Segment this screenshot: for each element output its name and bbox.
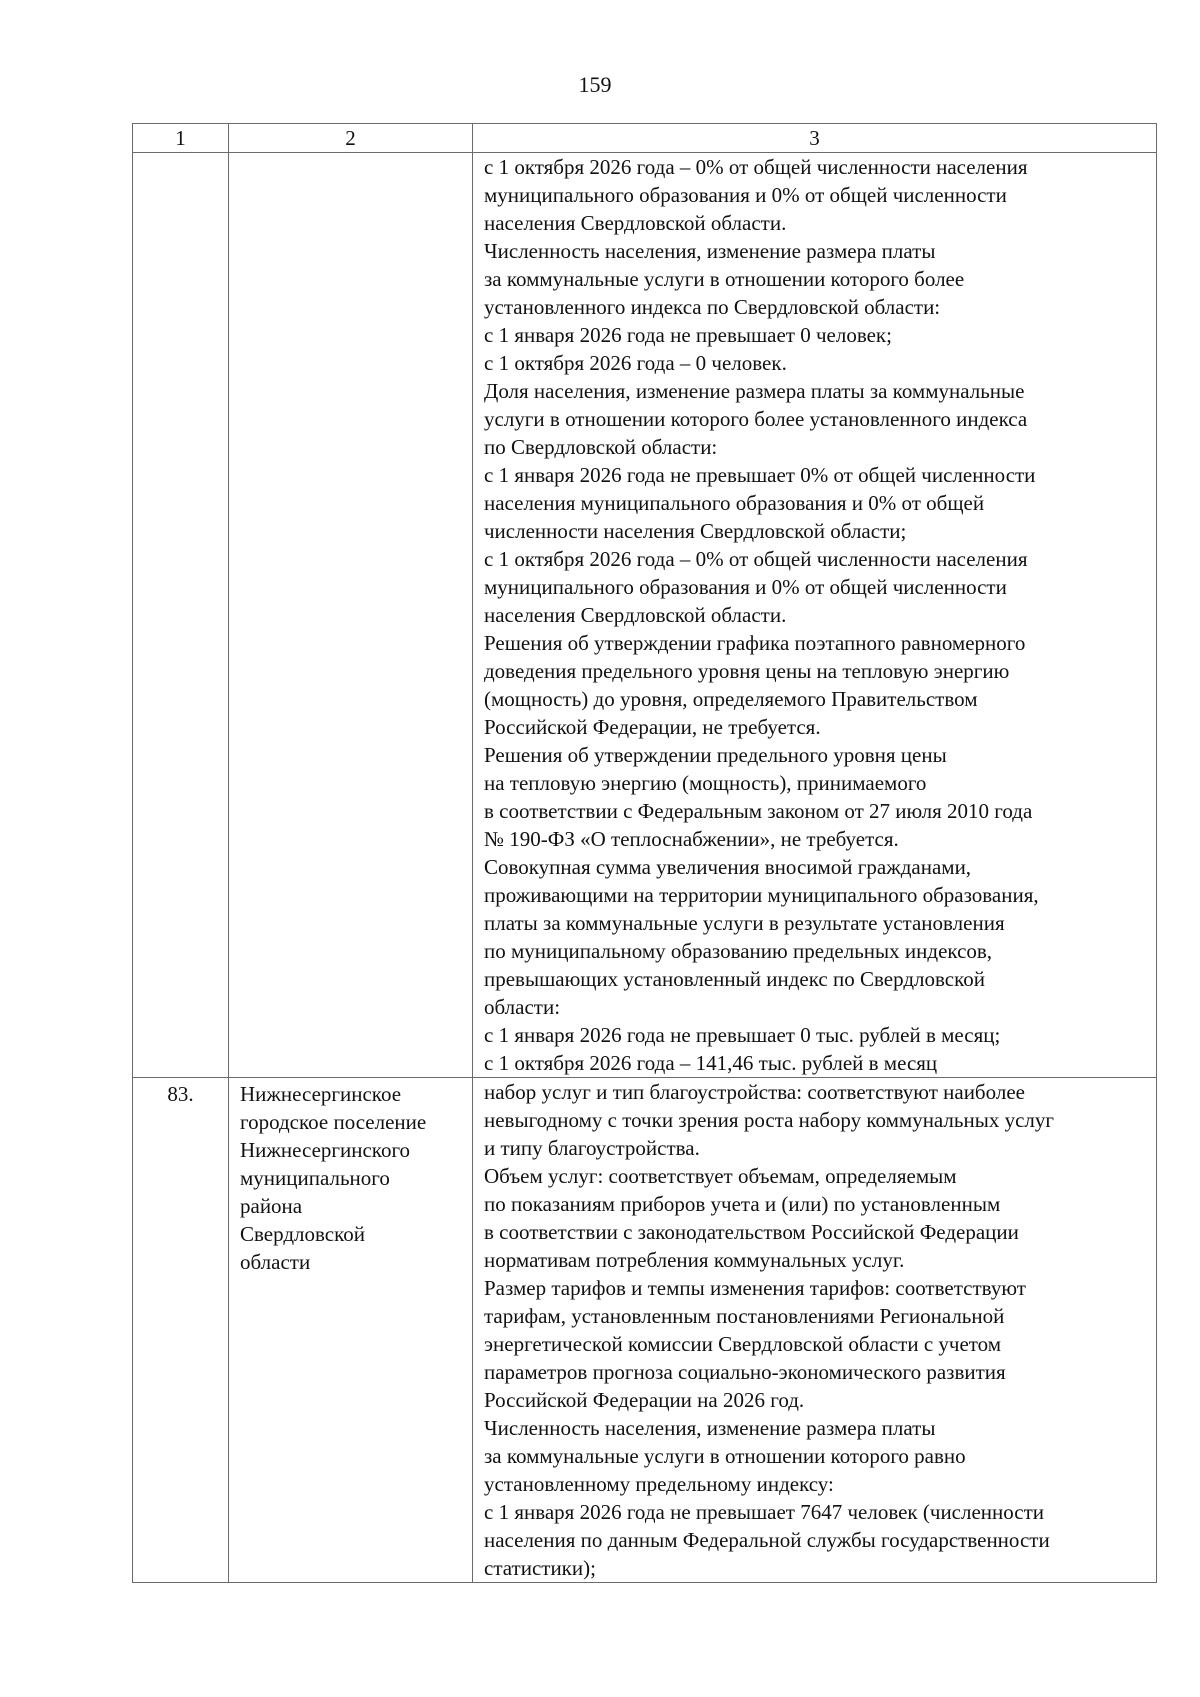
municipality-name-cell — [229, 1078, 473, 1583]
row-number-cell — [133, 153, 229, 1078]
description-line: на тепловую энергию (мощность), принимаемого — [484, 771, 927, 795]
description-line: населения муниципального образования и 0% от общей — [484, 491, 985, 515]
municipality-name-line: муниципального — [240, 1166, 390, 1190]
description-line: в соответствии с законодательством Российской Федерации — [484, 1220, 1019, 1244]
description-line: населения по данным Федеральной службы государственности — [484, 1528, 1050, 1552]
description-line: установленному предельному индексу: — [484, 1472, 834, 1496]
description-line: Численность населения, изменение размера платы — [484, 239, 936, 263]
table-row — [133, 1078, 1157, 1583]
description-line: (мощность) до уровня, определяемого Правительством — [484, 687, 978, 711]
description-line: Совокупная сумма увеличения вносимой гражданами, — [484, 855, 972, 879]
description-line: Доля населения, изменение размера платы за коммунальные — [484, 379, 1025, 403]
description-line: нормативам потребления коммунальных услуг. — [484, 1248, 905, 1272]
description-line: набор услуг и тип благоустройства: соответствуют наиболее — [484, 1080, 1025, 1104]
description-line: с 1 января 2026 года не превышает 0% от общей численности — [484, 463, 1036, 487]
description-line: с 1 января 2026 года не превышает 0 тыс. рублей в месяц; — [484, 1023, 1001, 1047]
description-line: параметров прогноза социально-экономического развития — [484, 1360, 1006, 1384]
description-line: за коммунальные услуги в отношении которого равно — [484, 1444, 966, 1468]
description-line: Решения об утверждении предельного уровня цены — [484, 743, 947, 767]
municipality-name-cell — [229, 153, 473, 1078]
description-line: № 190-ФЗ «О теплоснабжении», не требуется. — [484, 827, 899, 851]
description-line: населения Свердловской области. — [484, 211, 787, 235]
row-number-cell: 83. — [133, 1078, 229, 1583]
description-cell — [473, 153, 1157, 1078]
description-line: по Свердловской области: — [484, 435, 718, 459]
description-line: с 1 октября 2026 года – 0% от общей численности населения — [484, 547, 1028, 571]
description-line: статистики); — [484, 1556, 596, 1580]
description-line: с 1 января 2026 года не превышает 0 человек; — [484, 323, 892, 347]
description-line: с 1 октября 2026 года – 0 человек. — [484, 351, 787, 375]
description-line: с 1 октября 2026 года – 0% от общей численности населения — [484, 155, 1028, 179]
description-line: превышающих установленный индекс по Свердловской — [484, 967, 985, 991]
description-line: и типу благоустройства. — [484, 1136, 700, 1160]
description-line: Решения об утверждении графика поэтапного равномерного — [484, 631, 1026, 655]
municipality-name-line: района — [240, 1194, 303, 1218]
column-header-1: 1 — [133, 124, 229, 153]
description-line: с 1 января 2026 года не превышает 7647 человек (численности — [484, 1500, 1045, 1524]
description-cell — [473, 1078, 1157, 1583]
description-line: с 1 октября 2026 года – 141,46 тыс. рублей в месяц — [484, 1051, 938, 1075]
municipality-name-line: области — [240, 1250, 311, 1274]
description-line: Численность населения, изменение размера платы — [484, 1416, 936, 1440]
description-line: Российской Федерации, не требуется. — [484, 715, 821, 739]
description-line: проживающими на территории муниципального образования, — [484, 883, 1039, 907]
description-line: за коммунальные услуги в отношении которого более — [484, 267, 965, 291]
description-line: Российской Федерации на 2026 год. — [484, 1388, 805, 1412]
table-header-row — [133, 124, 1157, 153]
description-line: в соответствии с Федеральным законом от 27 июля 2010 года — [484, 799, 1033, 823]
description-line: Размер тарифов и темпы изменения тарифов: соответствуют — [484, 1276, 1026, 1300]
description-line: доведения предельного уровня цены на тепловую энергию — [484, 659, 1010, 683]
description-line: установленного индекса по Свердловской области: — [484, 295, 941, 319]
table-row — [133, 153, 1157, 1078]
description-line: Объем услуг: соответствует объемам, определяемым — [484, 1164, 957, 1188]
description-line: численности населения Свердловской области; — [484, 519, 907, 543]
municipality-name-line: Нижнесергинское — [240, 1082, 402, 1106]
description-line: муниципального образования и 0% от общей численности — [484, 575, 1007, 599]
document-table — [132, 123, 1157, 1583]
description-line: населения Свердловской области. — [484, 603, 787, 627]
description-line: платы за коммунальные услуги в результате установления — [484, 911, 1005, 935]
column-header-3: 3 — [473, 124, 1157, 153]
description-line: невыгодному с точки зрения роста набору коммунальных услуг — [484, 1108, 1055, 1132]
description-line: услуги в отношении которого более установленного индекса — [484, 407, 1028, 431]
page-number: 159 — [578, 72, 612, 97]
description-line: по муниципальному образованию предельных индексов, — [484, 939, 993, 963]
description-line: области: — [484, 995, 561, 1019]
municipality-name-line: Свердловской — [240, 1222, 365, 1246]
municipality-name-line: городское поселение — [240, 1110, 427, 1134]
column-header-2: 2 — [229, 124, 473, 153]
description-line: по показаниям приборов учета и (или) по установленным — [484, 1192, 1001, 1216]
description-line: энергетической комиссии Свердловской области с учетом — [484, 1332, 1002, 1356]
description-line: муниципального образования и 0% от общей численности — [484, 183, 1007, 207]
description-line: тарифам, установленным постановлениями Региональной — [484, 1304, 1005, 1328]
municipality-name-line: Нижнесергинского — [240, 1138, 411, 1162]
